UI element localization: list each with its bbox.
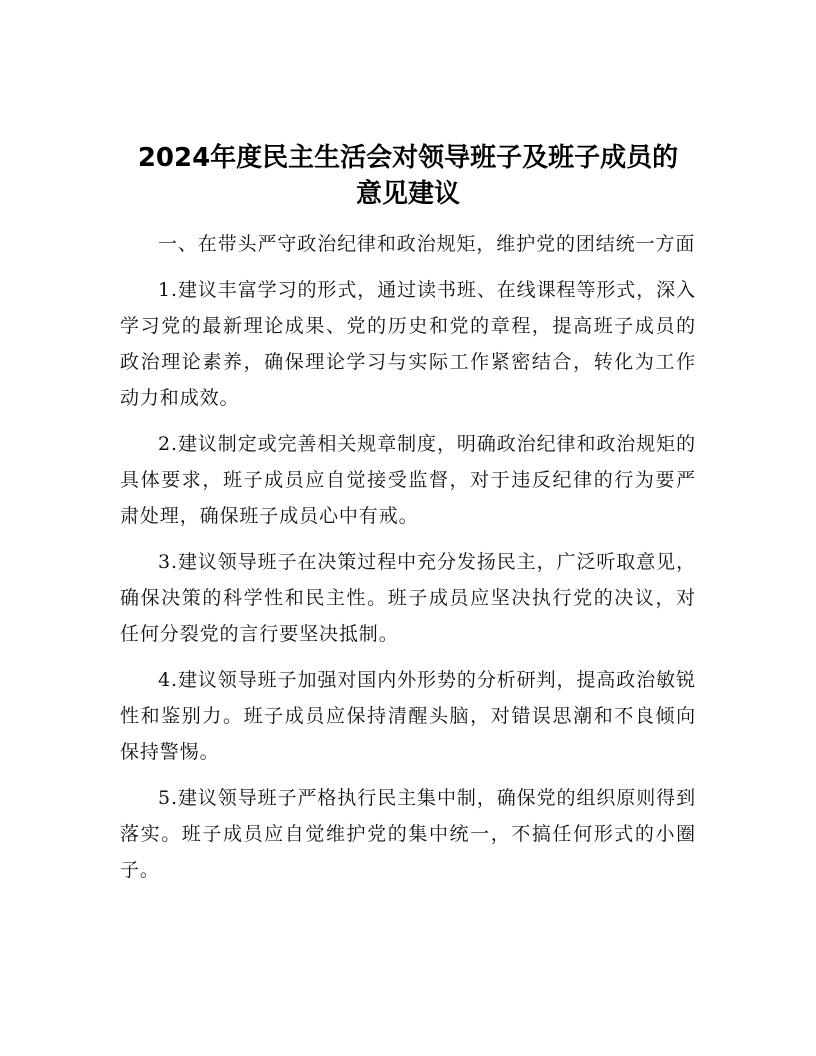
paragraph-5: 5.建议领导班子严格执行民主集中制，确保党的组织原则得到落实。班子成员应自觉维护党的集中统一，不搞任何形式的小圈子。 [120, 787, 696, 881]
document-title [120, 140, 696, 212]
title-line-2: 意见建议 [355, 179, 460, 209]
document-page [120, 140, 696, 888]
section-heading: 一、在带头严守政治纪律和政治规矩，维护党的团结统一方面 [158, 233, 696, 255]
paragraph-3: 3.建议领导班子在决策过程中充分发扬民主，广泛听取意见，确保决策的科学性和民主性。班子成员应坚决执行党的决议，对任何分裂党的言行要坚决抵制。 [120, 551, 696, 645]
paragraph-2: 2.建议制定或完善相关规章制度，明确政治纪律和政治规矩的具体要求，班子成员应自觉接受监督，对于违反纪律的行为要严肃处理，确保班子成员心中有戒。 [120, 433, 696, 527]
title-line-1: 2024年度民主生活会对领导班子及班子成员的 [137, 143, 679, 173]
paragraph-1: 1.建议丰富学习的形式，通过读书班、在线课程等形式，深入学习党的最新理论成果、党的历史和党的章程，提高班子成员的政治理论素养，确保理论学习与实际工作紧密结合，转化为工作动力和成效。 [120, 279, 696, 409]
paragraph-4: 4.建议领导班子加强对国内外形势的分析研判，提高政治敏锐性和鉴别力。班子成员应保持清醒头脑，对错误思潮和不良倾向保持警惕。 [120, 669, 696, 763]
